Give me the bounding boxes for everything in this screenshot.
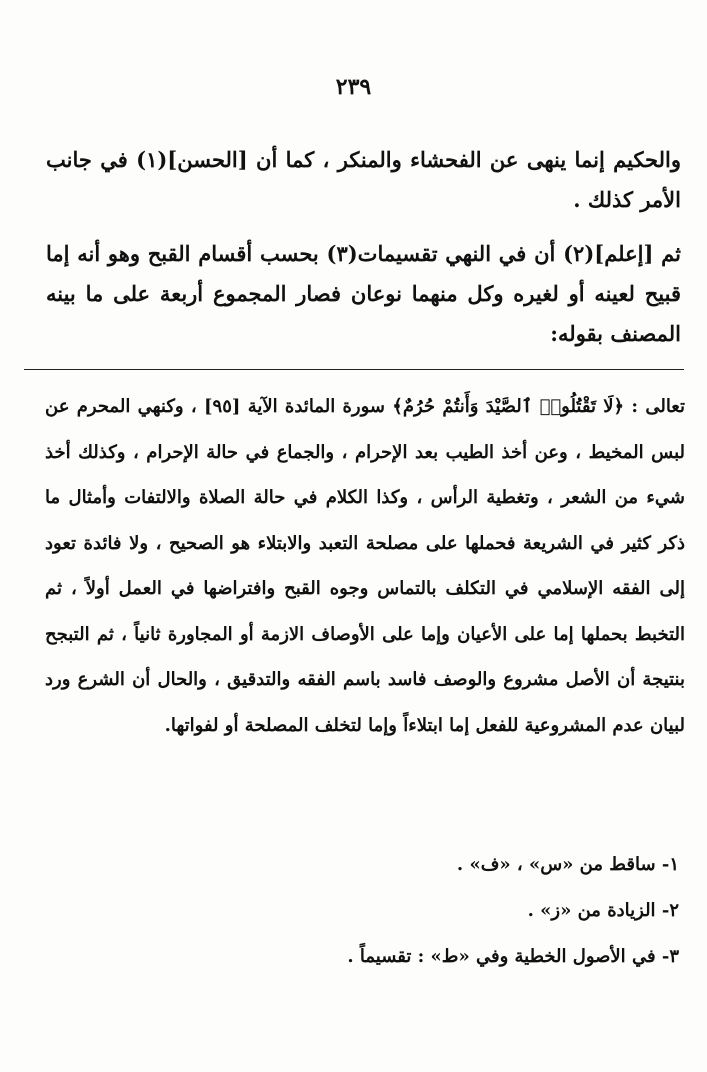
footnote-item [59,888,679,934]
footnote-number: ٣- [661,946,679,967]
footnote-number: ١- [661,854,679,875]
page-number: ٢٣٩ [335,74,372,100]
footnote-continuation: تعالى : ﴿لَا تَقْتُلُوا۟ ٱلصَّيْدَ وَأَنتُمْ حُرُمٌ﴾ سورة المائدة الآية [٩٥] ، وكنهي المحرم عن لبس المخيط ، وعن أخذ الطيب بعد الإحرام ، والجماع في حالة الإحرام ، وكذلك أخذ شيء من الشعر ، وتغطية الرأس ، وكذا الكلام في حالة الصلاة والالتفات وأمثال ما ذكر كثير في الشريعة فحملها على مصلحة التعبد والابتلاء هو الصحيح ، ولا فائدة تعود إلى الفقه الإسلامي في التكلف بالتماس وجوه القبح وافتراضها في العمل أولاً ، ثم التخبط بحملها إما على الأعيان وإما على الأوصاف الازمة أو المجاورة ثانياً ، ثم التبجح بنتيجة أن الأصل مشروع والوصف فاسد باسم الفقه والتدقيق ، والحال أن الشرع ورد لبيان عدم المشروعية للفعل إما ابتلاءاً وإما لتخلف المصلحة أو لفواتها. [45,396,685,736]
footnote-text: في الأصول الخطية وفي «ط» : تقسيماً . [347,946,656,967]
footnote-item [59,842,679,888]
footnote-divider [24,369,684,370]
footnote-item [59,934,679,980]
main-paragraph-2: ثم [إعلم](٢) أن في النهي تقسيمات(٣) بحسب أقسام القبح وهو أنه إما قبيح لعينه أو لغيره وكل منهما نوعان فصار المجموع أربعة على ما بينه المصنف بقوله: [46,241,682,346]
footnote-number: ٢- [661,900,679,921]
footnote-text: الزيادة من «ز» . [527,900,656,921]
main-paragraph-1: والحكيم إنما ينهى عن الفحشاء والمنكر ، كما أن [الحسن](١) في جانب الأمر كذلك . [46,147,681,212]
footnote-list [59,842,679,980]
footnote-text: ساقط من «س» ، «ف» . [456,854,656,875]
